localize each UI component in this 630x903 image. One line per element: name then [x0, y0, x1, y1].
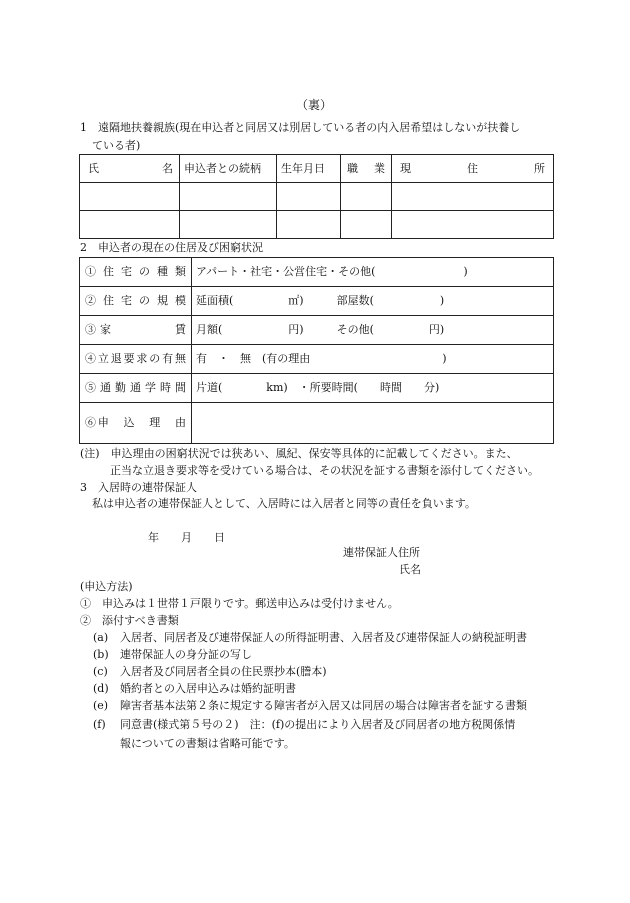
housing-row-type [80, 258, 554, 287]
doc-mark-c: (c) [93, 665, 108, 678]
housing-rent-value[interactable]: 月額( 円) その他( 円) [192, 316, 554, 345]
doc-item-a: 入居者、同居者及び連帯保証人の所得証明書、入居者及び連帯保証人の納税証明書 [120, 631, 527, 644]
housing-commute-value[interactable]: 片道( km) ・所要時間( 時間 分) [192, 374, 554, 403]
note-text: (注) 申込理由の困窮状況では狭あい、風紀、保安等具体的に記載してください。また、 [80, 447, 518, 460]
doc-mark-d: (d) [93, 682, 109, 695]
doc-mark-b: (b) [93, 648, 109, 661]
housing-commute-label: ⑤通勤通学時間 [80, 374, 192, 403]
guarantor-statement: 私は申込者の連帯保証人として、入居時には入居者と同等の責任を負います。 [92, 497, 476, 510]
housing-row-size [80, 287, 554, 316]
dependent-address-cell[interactable] [392, 211, 554, 239]
doc-item-c: 入居者及び同居者全員の住民票抄本(謄本) [120, 665, 327, 678]
dependent-name-cell[interactable] [80, 211, 180, 239]
doc-mark-e: (e) [93, 699, 109, 712]
method-item-2: ② 添付すべき書類 [80, 614, 179, 627]
housing-row-rent [80, 316, 554, 345]
dependent-occupation-cell[interactable] [341, 211, 392, 239]
housing-type-value[interactable]: アパート・社宅・公営住宅・その他( ) [192, 258, 554, 287]
doc-item-f-cont: 報についての書類は省略可能です。 [120, 737, 295, 750]
housing-row-reason [80, 403, 554, 444]
section3-heading: 3 入居時の連帯保証人 [80, 481, 197, 494]
dependent-birthdate-cell[interactable] [277, 183, 341, 211]
doc-item-e: 障害者基本法第２条に規定する障害者が入居又は同居の場合は障害者を証する書類 [120, 699, 527, 712]
column-header-address: 現 住 所 [392, 155, 554, 183]
housing-type-label: ①住宅の種類 [80, 258, 192, 287]
housing-row-commute [80, 374, 554, 403]
dependent-occupation-cell[interactable] [341, 183, 392, 211]
dependent-relation-cell[interactable] [180, 211, 277, 239]
column-header-occupation: 職 業 [341, 155, 392, 183]
housing-size-value[interactable]: 延面積( ㎡) 部屋数( ) [192, 287, 554, 316]
page-label: （裏） [296, 98, 333, 112]
table-row [80, 183, 554, 211]
column-header-birthdate: 生年月日 [277, 155, 341, 183]
dependent-name-cell[interactable] [80, 183, 180, 211]
housing-table [79, 257, 554, 444]
dependents-table [79, 154, 554, 239]
section1-heading-cont: ている者) [92, 139, 141, 152]
dependent-address-cell[interactable] [392, 183, 554, 211]
table-header-row [80, 155, 554, 183]
column-header-relation: 申込者との続柄 [180, 155, 277, 183]
guarantor-address-label: 連帯保証人住所 [343, 546, 420, 559]
table-row [80, 211, 554, 239]
housing-row-eviction [80, 345, 554, 374]
method-heading: (申込方法) [80, 580, 133, 593]
guarantor-name-label: 氏名 [399, 563, 421, 576]
column-header-name: 氏 名 [80, 155, 180, 183]
dependent-relation-cell[interactable] [180, 183, 277, 211]
doc-mark-f: (f) [93, 718, 106, 731]
doc-item-d: 婚約者との入居申込みは婚約証明書 [120, 682, 296, 695]
housing-rent-label: ③家 賃 [80, 316, 192, 345]
dependent-birthdate-cell[interactable] [277, 211, 341, 239]
housing-eviction-label: ④立退要求の有無 [80, 345, 192, 374]
housing-eviction-value[interactable]: 有 ・ 無 (有の理由 ) [192, 345, 554, 374]
housing-reason-label: ⑥申 込 理 由 [80, 403, 192, 444]
housing-reason-value[interactable] [192, 403, 554, 444]
section1-heading: 1 遠隔地扶養親族(現在申込者と同居又は別居している者の内入居希望はしないが扶養し [80, 121, 521, 134]
section2-heading: 2 申込者の現在の住居及び困窮状況 [80, 241, 263, 254]
method-item-1: ① 申込みは１世帯１戸限りです。郵送申込みは受付けません。 [80, 597, 399, 610]
doc-item-f: 同意書(様式第５号の２) 注：(f)の提出により入居者及び同居者の地方税関係情 [120, 718, 516, 731]
note-text-cont: 正当な立退き要求等を受けている場合は、その状況を証する書類を添付してください。 [110, 464, 539, 477]
doc-mark-a: (a) [93, 631, 109, 644]
housing-size-label: ②住宅の規模 [80, 287, 192, 316]
doc-item-b: 連帯保証人の身分証の写し [120, 648, 252, 661]
date-label[interactable]: 年 月 日 [148, 531, 225, 544]
